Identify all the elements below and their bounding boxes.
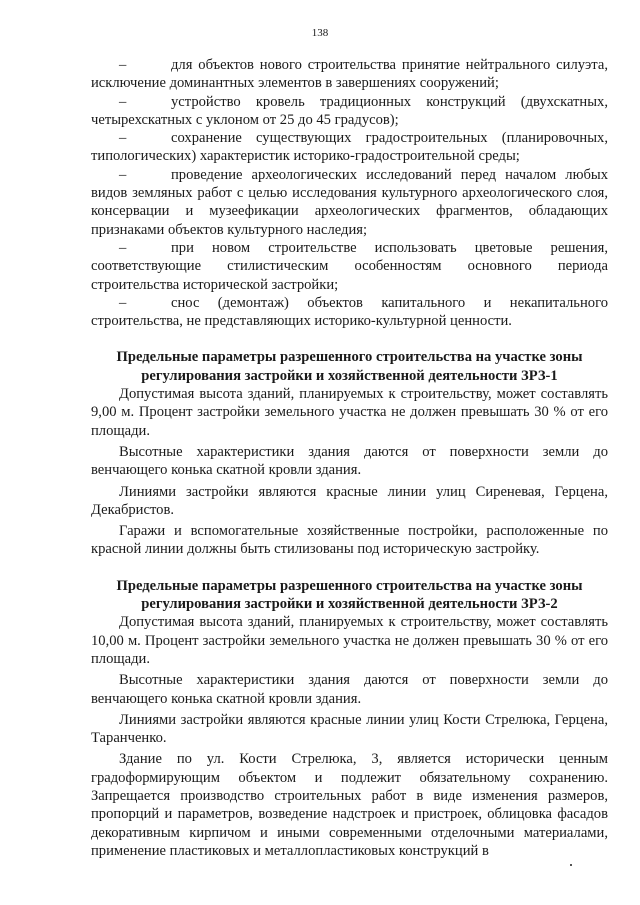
heading-line: Предельные параметры разрешенного строительства на участке зоны <box>116 577 583 594</box>
dash-marker: – <box>119 239 127 256</box>
dash-marker: – <box>119 93 127 110</box>
paragraph: Высотные характеристики здания даются от поверхности земли до венчающего конька скатной кровли здания. <box>91 443 608 479</box>
bullet-item <box>91 93 608 130</box>
bullet-item <box>91 239 608 294</box>
page-number: 138 <box>311 27 329 39</box>
heading-line: Предельные параметры разрешенного строительства на участке зоны <box>116 349 583 366</box>
paragraph: Допустимая высота зданий, планируемых к строительству, может составлять 9,00 м. Процент застройки земельного участка не должен превышать 30 % от его площади. <box>91 386 608 439</box>
heading-line: регулирования застройки и хозяйственной деятельности ЗРЗ-2 <box>141 596 558 613</box>
paragraph: Линиями застройки являются красные линии улиц Сиреневая, Герцена, Декабристов. <box>91 483 608 518</box>
paragraph: Линиями застройки являются красные линии улиц Кости Стрелюка, Герцена, Таранченко. <box>91 711 608 747</box>
paragraph: Гаражи и вспомогательные хозяйственные постройки, расположенные по красной линии должны быть стилизованы под историческую застройку. <box>91 523 608 558</box>
bullet-text: сохранение существующих градостроительных (планировочных, типологических) характеристик историко-градостроительной среды; <box>91 130 608 165</box>
section-heading <box>91 348 608 385</box>
bullet-list <box>91 56 608 330</box>
bullet-item <box>91 294 608 331</box>
heading-line: регулирования застройки и хозяйственной деятельности ЗРЗ-1 <box>141 367 558 384</box>
bullet-item <box>91 129 608 166</box>
bullet-text: при новом строительстве использовать цветовые решения, соответствующие стилистическим особенностям основного периода строительства исторической застройки; <box>91 239 608 293</box>
bullet-text: устройство кровель традиционных конструкций (двухскатных, четырехскатных с уклоном от 25 до 45 градусов); <box>91 93 608 128</box>
dash-marker: – <box>119 57 127 73</box>
page-content <box>91 56 608 860</box>
bullet-text: проведение археологических исследований перед началом любых видов земляных работ с целью исследования культурного археологического слоя, консервации и музеефикации археологических фрагментов, обладающих признаками объектов культурного наследия; <box>91 166 608 238</box>
dash-marker: – <box>119 130 127 147</box>
scan-speck <box>570 864 572 866</box>
paragraph: Допустимая высота зданий, планируемых к строительству, может составлять 10,00 м. Процент застройки земельного участка не должен превышать 30 % от его площади. <box>91 614 608 667</box>
bullet-text: для объектов нового строительства принятие нейтрального силуэта, исключение доминантных элементов в завершениях сооружений; <box>91 57 608 92</box>
bullet-item <box>91 166 608 239</box>
bullet-item <box>91 56 608 93</box>
section-zrz2 <box>91 577 608 860</box>
paragraph: Высотные характеристики здания даются от поверхности земли до венчающего конька скатной кровли здания. <box>91 672 608 707</box>
section-heading <box>91 577 608 614</box>
dash-marker: – <box>119 166 127 183</box>
bullet-text: снос (демонтаж) объектов капитального и некапитального строительства, не представляющих историко-культурной ценности. <box>91 294 608 330</box>
section-zrz1 <box>91 348 608 558</box>
paragraph: Здание по ул. Кости Стрелюка, 3, является исторически ценным градоформирующим объектом и подлежит обязательному сохранению. Запрещается производство строительных работ в виде изменения размеров, пропорций и параметров, возведение надстроек и пристроек, облицовка фасадов декоративным кирпичом и иными современными отделочными материалами, применение пластиковых и металлопластиковых конструкций в <box>91 751 608 859</box>
dash-marker: – <box>119 294 127 311</box>
